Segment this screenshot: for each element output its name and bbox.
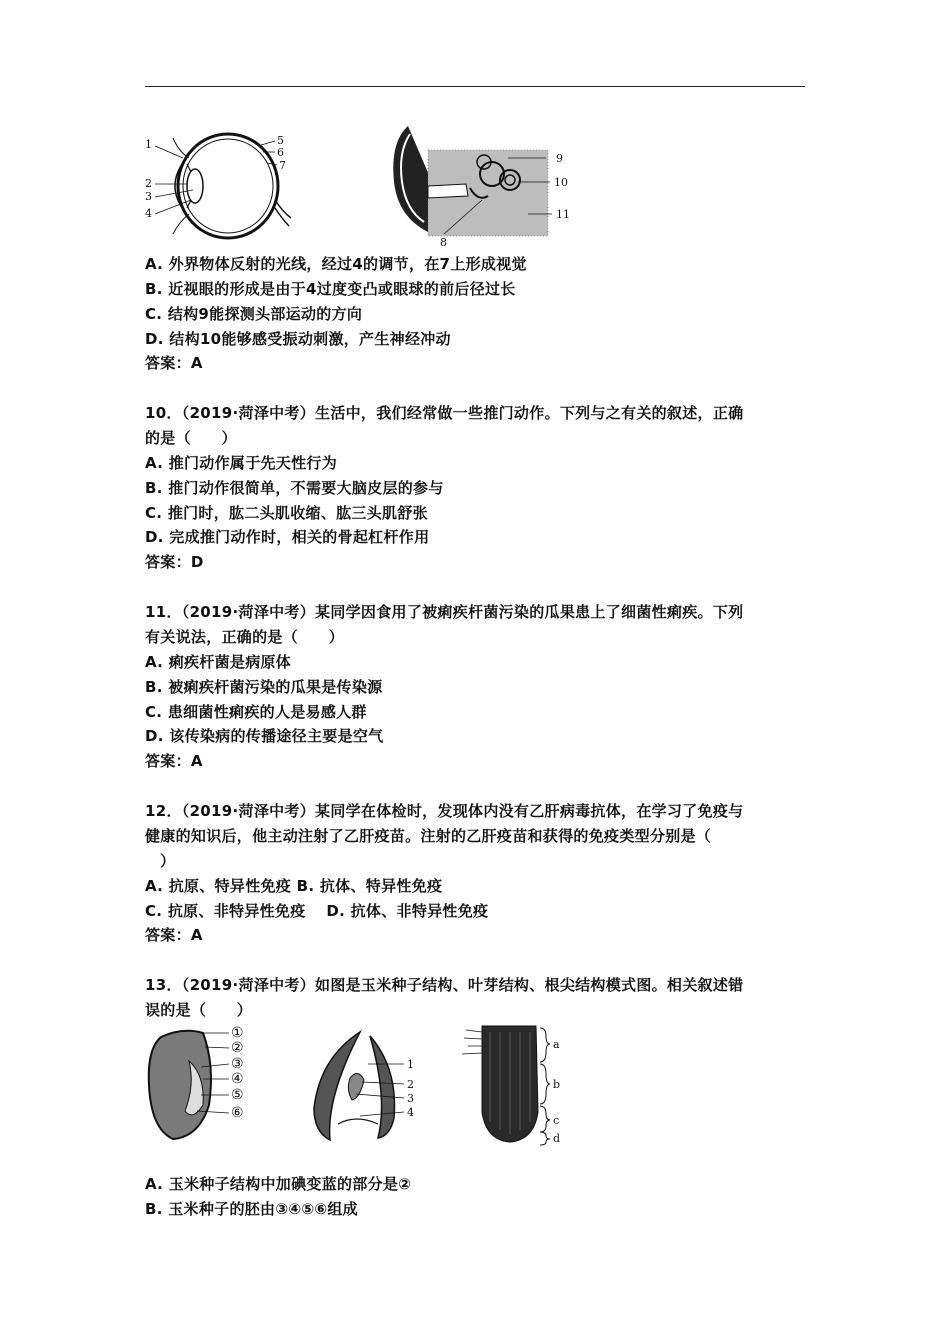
q10-stem-line1: 10．（2019·菏泽中考）生活中，我们经常做一些推门动作。下列与之有关的叙述，正确 <box>145 404 744 422</box>
q11-option-b: B. 被痢疾杆菌污染的瓜果是传染源 <box>145 678 383 696</box>
q10-answer: 答案：D <box>145 553 204 571</box>
eye-label-3: 3 <box>145 190 152 203</box>
q12-stem-line3: ） <box>160 852 176 870</box>
q11-stem-line2: 有关说法，正确的是（ ） <box>145 628 344 646</box>
seed-label-1: ① <box>231 1025 244 1041</box>
q12-stem-line1: 12．（2019·菏泽中考）某同学在体检时，发现体内没有乙肝病毒抗体，在学习了免疫与 <box>145 802 744 820</box>
ear-label-9: 9 <box>556 152 563 165</box>
ear-diagram <box>388 122 578 250</box>
q11-option-a: A. 痢疾杆菌是病原体 <box>145 653 292 671</box>
bud-label-4: 4 <box>407 1106 414 1119</box>
q10-option-d: D. 完成推门动作时，相关的骨起杠杆作用 <box>145 528 430 546</box>
q13-option-b: B. 玉米种子的胚由③④⑤⑥组成 <box>145 1200 358 1218</box>
root-label-a: a <box>553 1038 560 1051</box>
bud-label-3: 3 <box>407 1092 414 1105</box>
ear-label-11: 11 <box>556 208 570 221</box>
q10-stem-line2: 的是（ ） <box>145 429 237 447</box>
q9-option-a: A. 外界物体反射的光线，经过4的调节，在7上形成视觉 <box>145 255 527 273</box>
q10-option-c: C. 推门时，肱二头肌收缩、肱三头肌舒张 <box>145 504 428 522</box>
bud-label-1: 1 <box>407 1058 414 1071</box>
q9-option-b: B. 近视眼的形成是由于4过度变凸或眼球的前后径过长 <box>145 280 516 298</box>
root-label-c: c <box>553 1114 560 1127</box>
q12-stem-line2: 健康的知识后，他主动注射了乙肝疫苗。注射的乙肝疫苗和获得的免疫类型分别是（ <box>145 827 712 845</box>
root-label-d: d <box>553 1132 561 1145</box>
q11-stem-line1: 11．（2019·菏泽中考）某同学因食用了被痢疾杆菌污染的瓜果患上了细菌性痢疾。下列 <box>145 603 744 621</box>
bud-label-2: 2 <box>407 1078 414 1091</box>
q13-stem-line2: 误的是（ ） <box>145 1001 253 1019</box>
root-tip-diagram <box>460 1022 570 1147</box>
q13-option-a: A. 玉米种子结构中加碘变蓝的部分是② <box>145 1175 412 1193</box>
q9-option-c: C. 结构9能探测头部运动的方向 <box>145 305 363 323</box>
q12-options-line2: C. 抗原、非特异性免疫 D. 抗体、非特异性免疫 <box>145 902 489 920</box>
seed-label-6: ⑥ <box>231 1105 244 1121</box>
ear-label-8: 8 <box>440 236 447 249</box>
q11-answer: 答案：A <box>145 752 203 770</box>
eye-label-4: 4 <box>145 207 152 220</box>
q10-option-b: B. 推门动作很简单，不需要大脑皮层的参与 <box>145 479 444 497</box>
q11-option-d: D. 该传染病的传播途径主要是空气 <box>145 727 384 745</box>
corn-seed-diagram <box>143 1025 263 1147</box>
q9-answer: 答案：A <box>145 354 203 372</box>
q11-option-c: C. 患细菌性痢疾的人是易感人群 <box>145 703 367 721</box>
header-rule <box>145 86 805 87</box>
seed-label-5: ⑤ <box>231 1087 244 1103</box>
q13-stem-line1: 13．（2019·菏泽中考）如图是玉米种子结构、叶芽结构、根尖结构模式图。相关叙述错 <box>145 976 744 994</box>
seed-label-2: ② <box>231 1040 244 1056</box>
seed-label-4: ④ <box>231 1071 244 1087</box>
leaf-bud-diagram <box>300 1028 425 1148</box>
q12-answer: 答案：A <box>145 926 203 944</box>
eye-label-5: 5 <box>277 134 284 147</box>
ear-label-10: 10 <box>554 176 568 189</box>
eye-label-1: 1 <box>145 138 152 151</box>
eye-label-2: 2 <box>145 177 152 190</box>
seed-label-3: ③ <box>231 1056 244 1072</box>
q9-option-d: D. 结构10能够感受振动刺激，产生神经冲动 <box>145 330 451 348</box>
q10-option-a: A. 推门动作属于先天性行为 <box>145 454 338 472</box>
eye-diagram <box>143 130 293 245</box>
eye-label-7: 7 <box>279 159 286 172</box>
q12-options-line1: A. 抗原、特异性免疫 B. 抗体、特异性免疫 <box>145 877 443 895</box>
root-label-b: b <box>553 1078 561 1091</box>
eye-label-6: 6 <box>277 146 284 159</box>
